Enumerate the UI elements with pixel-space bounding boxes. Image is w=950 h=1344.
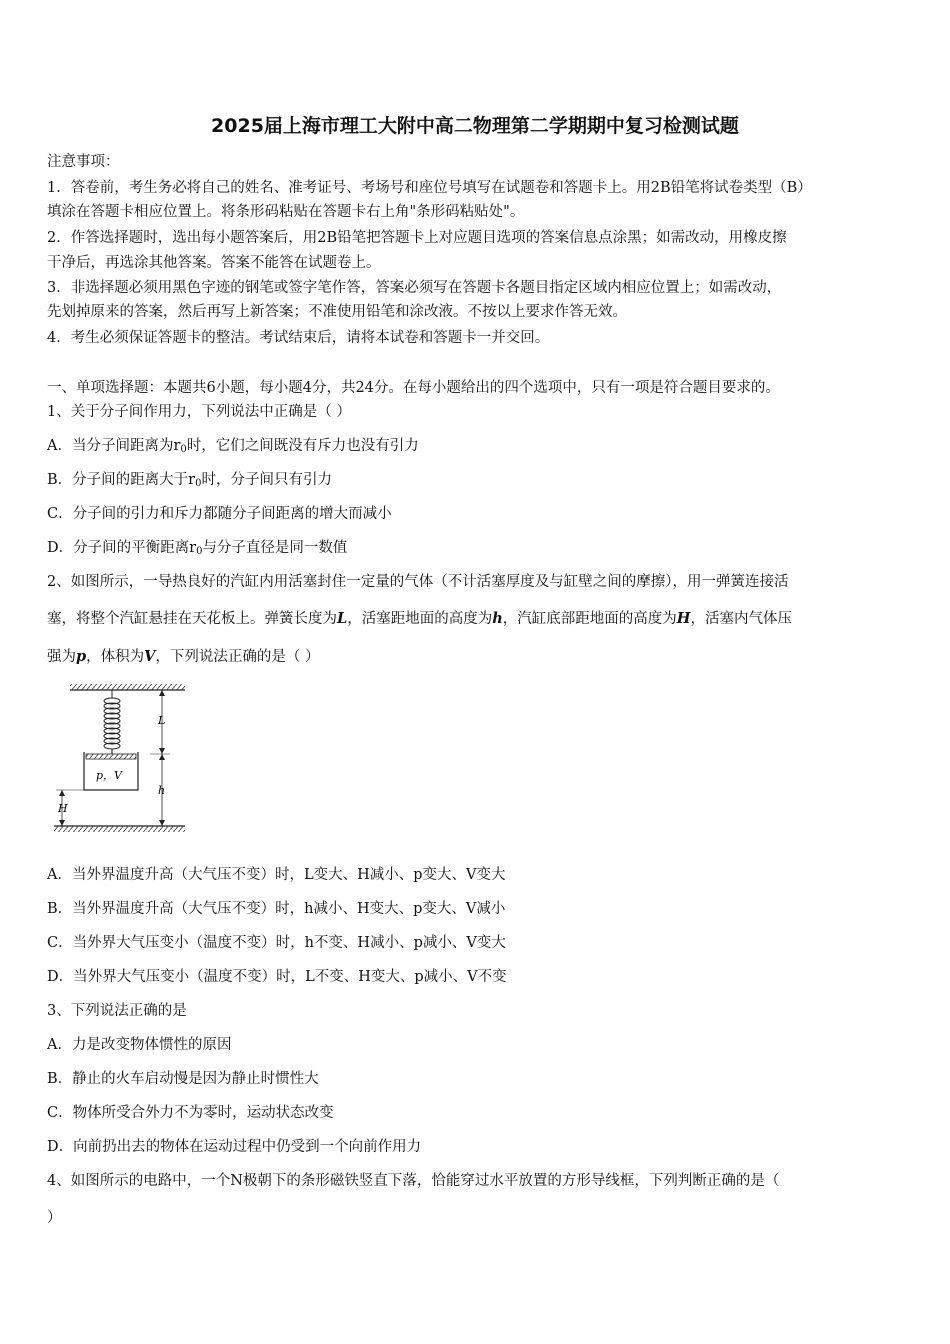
notice-line: 1．答卷前，考生务必将自己的姓名、准考证号、考场号和座位号填写在试题卷和答题卡上。用2B铅笔将试卷类型（B） [47, 180, 812, 196]
notice-line: 干净后，再选涂其他答案。答案不能答在试题卷上。 [47, 255, 381, 271]
notice-line: 先划掉原来的答案，然后再写上新答案；不准使用铅笔和涂改液。不按以上要求作答无效。 [47, 304, 627, 320]
q2-option-d: D．当外界大气压变小（温度不变）时，L不变、H变大、p减小、V不变 [47, 969, 507, 985]
q2-option-a: A．当外界温度升高（大气压不变）时，L变大、H减小、p变大、V变大 [47, 867, 506, 883]
question-3-stem: 3、下列说法正确的是 [47, 1003, 187, 1019]
notice-line: 填涂在答题卡相应位置上。将条形码粘贴在答题卡右上角"条形码粘贴处"。 [47, 204, 525, 220]
ground-hatch [54, 826, 185, 832]
q3-option-a: A．力是改变物体惯性的原因 [47, 1037, 232, 1053]
question-2-stem-line1: 2、如图所示，一导热良好的汽缸内用活塞封住一定量的气体（不计活塞厚度及与缸壁之间的摩擦），用一弹簧连接活 [47, 574, 789, 590]
question-2-stem-line3: 强为p，体积为V，下列说法正确的是（ ） [47, 648, 320, 665]
cylinder-spring-diagram [50, 680, 190, 835]
question-4-stem-line1: 4、如图所示的电路中，一个N极朝下的条形磁铁竖直下落，恰能穿过水平放置的方形导线框，下列判断正确的是（ [47, 1173, 780, 1189]
label-h: h [158, 784, 166, 797]
q3-option-b: B．静止的火车启动慢是因为静止时惯性大 [47, 1071, 319, 1087]
q2-option-b: B．当外界温度升高（大气压不变）时，h减小、H变大、p变大、V减小 [47, 901, 506, 917]
notice-heading: 注意事项： [47, 154, 120, 170]
q1-option-b: B．分子间的距离大于$r_0$时，分子间只有引力 [47, 472, 332, 489]
label-L: L [158, 714, 166, 727]
q3-option-d: D．向前扔出去的物体在运动过程中仍受到一个向前作用力 [47, 1139, 422, 1155]
ceiling-hatch [70, 684, 185, 690]
q1-option-d: D．分子间的平衡距离$r_0$与分子直径是同一数值 [47, 540, 348, 557]
label-H: H [58, 802, 68, 815]
section-heading: 一、单项选择题：本题共6小题，每小题4分，共24分。在每小题给出的四个选项中，只有一项是符合题目要求的。 [47, 380, 780, 396]
page-title: 2025届上海市理工大附中高二物理第二学期期中复习检测试题 [211, 115, 739, 137]
question-1-stem: 1、关于分子间作用力，下列说法中正确是（ ） [47, 404, 351, 420]
question-4-stem-line2: ） [47, 1210, 62, 1226]
q1-option-c: C．分子间的引力和斥力都随分子间距离的增大而减小 [47, 506, 392, 522]
q3-option-c: C．物体所受合外力不为零时，运动状态改变 [47, 1105, 334, 1121]
notice-line: 2．作答选择题时，选出每小题答案后，用2B铅笔把答题卡上对应题目选项的答案信息点涂黑；如需改动，用橡皮擦 [47, 230, 787, 246]
label-pv: p，V [96, 769, 122, 782]
piston [86, 754, 136, 759]
q2-option-c: C．当外界大气压变小（温度不变）时，h不变、H减小、p减小、V变大 [47, 935, 506, 951]
question-2-stem-line2: 塞，将整个汽缸悬挂在天花板上。弹簧长度为L，活塞距地面的高度为h，汽缸底部距地面的高度为H，活塞内气体压 [47, 610, 792, 627]
q1-option-a: A．当分子间距离为$r_0$时，它们之间既没有斥力也没有引力 [47, 438, 419, 455]
notice-line: 3．非选择题必须用黑色字迹的钢笔或签字笔作答，答案必须写在答题卡各题目指定区域内相应位置上；如需改动， [47, 280, 782, 296]
notice-line: 4．考生必须保证答题卡的整洁。考试结束后，请将本试卷和答题卡一并交回。 [47, 330, 550, 346]
spring-coil [104, 690, 120, 754]
